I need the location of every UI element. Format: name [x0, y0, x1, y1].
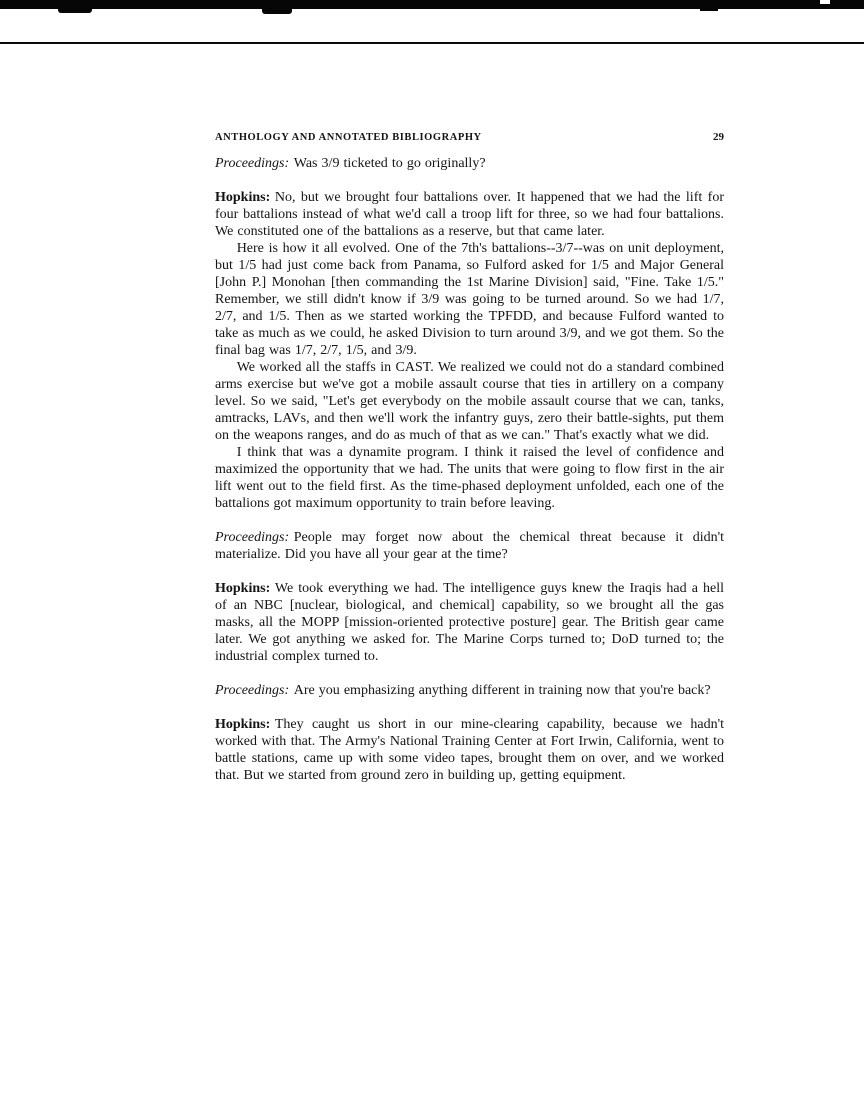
- block-proceedings-2: [215, 529, 724, 563]
- page: [215, 131, 724, 784]
- paragraph-text: They caught us short in our mine-clearing capability, because we hadn't worked with that. The Army's National Training Center at Fort Irwin, California, went to battle stations, came up with some video tapes, brought them on over, and we worked that. But we started from ground zero in building up, getting equipment.: [215, 717, 724, 783]
- scan-artifact-blob: [262, 8, 292, 14]
- speaker-label: Hopkins:: [215, 581, 271, 596]
- scan-artifact-top-edge: [0, 0, 864, 9]
- page-number: 29: [713, 131, 724, 143]
- paragraph: [215, 189, 724, 240]
- paragraph: [215, 529, 724, 563]
- paragraph-text: People may forget now about the chemical threat because it didn't materialize. Did you have all your gear at the time?: [215, 530, 724, 562]
- running-head: [215, 131, 724, 143]
- paragraph: [215, 682, 724, 699]
- paragraph: Here is how it all evolved. One of the 7th's battalions--3/7--was on unit deployment, but 1/5 had just come back from Panama, so Fulford asked for 1/5 and Major General [John P.] Monohan [then commanding the 1st Marine Division] said, "Fine. Take 1/5." Remember, we still didn't know if 3/9 was going to be turned around. So we had 1/7, 2/7, and 1/5. Then as we started working the TPFDD, and because Fulford wanted to take as much as we could, he asked Division to turn around 3/9, and we got them. So the final bag was 1/7, 2/7, 1/5, and 3/9.: [215, 241, 724, 358]
- paragraph-text: We took everything we had. The intelligence guys knew the Iraqis had a hell of an NBC [nuclear, biological, and chemical] capability, so we brought all the gas masks, all the MOPP [mission-oriented protective posture] gear. The British gear came later. We got anything we asked for. The Marine Corps turned to; DoD turned to; the industrial complex turned to.: [215, 581, 724, 664]
- speaker-label: Hopkins:: [215, 717, 271, 732]
- paragraph: I think that was a dynamite program. I think it raised the level of confidence and maximized the opportunity that we had. The units that were going to flow first in the air lift went out to the field first. As the time-phased deployment unfolded, each one of the battalions got maximum opportunity to train before leaving.: [215, 445, 724, 511]
- speaker-label: Proceedings:: [215, 683, 290, 698]
- speaker-label: Proceedings:: [215, 530, 290, 545]
- page-title: ANTHOLOGY AND ANNOTATED BIBLIOGRAPHY: [215, 132, 482, 143]
- block-proceedings-1: [215, 155, 724, 172]
- block-hopkins-3: [215, 716, 724, 784]
- block-hopkins-2: [215, 580, 724, 665]
- paragraph: [215, 155, 724, 172]
- paragraph: [215, 716, 724, 784]
- paragraph-text: No, but we brought four battalions over. It happened that we had the lift for four battalions instead of what we'd call a troop lift for three, so we had four battalions. We constituted one of the battalions as a reserve, but that came later.: [215, 190, 724, 239]
- speaker-label: Proceedings:: [215, 156, 290, 171]
- paragraph-text: Are you emphasizing anything different in training now that you're back?: [293, 683, 711, 698]
- paragraph: [215, 580, 724, 665]
- scan-artifact-rule: [0, 42, 864, 44]
- speaker-label: Hopkins:: [215, 190, 271, 205]
- scan-artifact-blob: [700, 8, 718, 11]
- paragraph: We worked all the staffs in CAST. We realized we could not do a standard combined arms exercise but we've got a mobile assault course that ties in artillery on a company level. So we said, "Let's get everybody on the mobile assault course that we can, tanks, amtracks, LAVs, and then we'll work the infantry guys, zero their battle-sights, put them on the weapons ranges, and do as much of that as we can." That's exactly what we did.: [215, 360, 724, 443]
- block-hopkins-1: [215, 189, 724, 512]
- paragraph-text: Was 3/9 ticketed to go originally?: [293, 156, 486, 171]
- block-proceedings-3: [215, 682, 724, 699]
- scan-artifact-notch: [820, 0, 830, 4]
- scan-artifact-blob: [58, 8, 92, 13]
